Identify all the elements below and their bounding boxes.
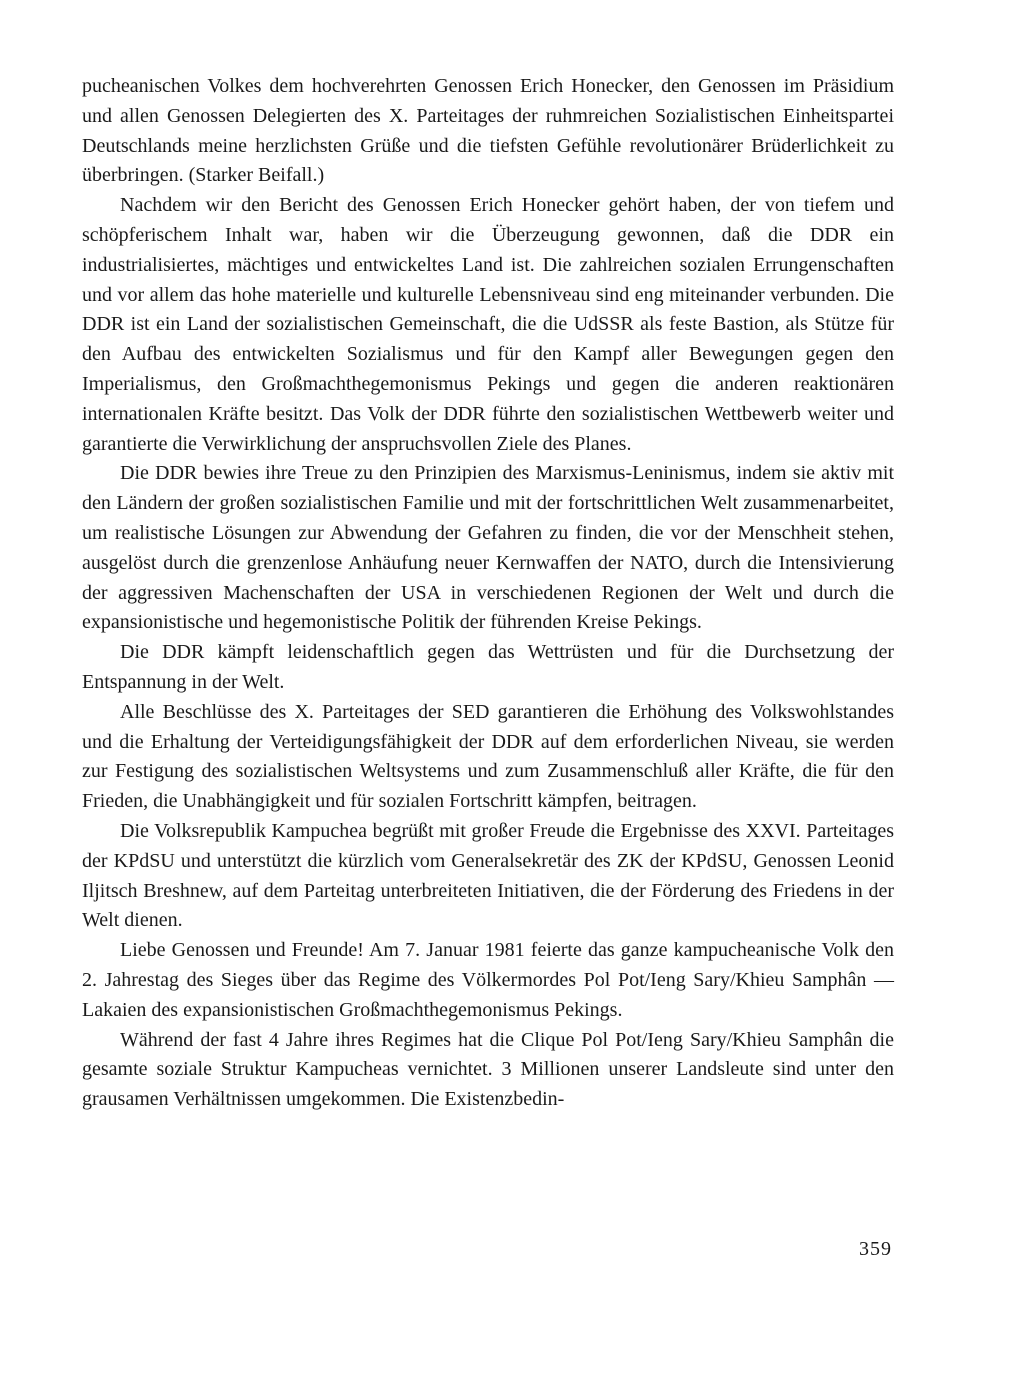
paragraph-5: Alle Beschlüsse des X. Parteitages der SED garantieren die Erhöhung des Volkswohlstandes und die Erhaltung der Verteidigungsfähigkeit der DDR auf dem erforderlichen Niveau, sie werden zur Festigung des sozialistischen Weltsystems und zum Zusammenschluß aller Kräfte, die für den Frieden, die Unabhängigkeit und für sozialen Fortschritt kämpfen, beitragen.	[82, 700, 894, 813]
paragraph-7: Liebe Genossen und Freunde! Am 7. Januar 1981 feierte das ganze kampucheanische Volk den 2. Jahrestag des Sieges über das Regime des Völkermordes Pol Pot/Ieng Sary/Khieu Samphân — Lakaien des expansionistischen Großmachthegemonismus Pekings.	[82, 939, 894, 1021]
paragraph-6: Die Volksrepublik Kampuchea begrüßt mit großer Freude die Ergebnisse des XXVI. Parteitages der KPdSU und unterstützt die kürzlich vom Generalsekretär des ZK der KPdSU, Genossen Leonid Iljitsch Breshnew, auf dem Parteitag unterbreiteten Initiativen, die der Förderung des Friedens in der Welt dienen.	[82, 819, 894, 932]
paragraph-8: Während der fast 4 Jahre ihres Regimes hat die Clique Pol Pot/Ieng Sary/Khieu Samphân die gesamte soziale Struktur Kampucheas vernichtet. 3 Millionen unserer Landsleute sind unter den grausamen Verhältnissen umgekommen. Die Existenzbedin-	[82, 1028, 894, 1111]
paragraph-3: Die DDR bewies ihre Treue zu den Prinzipien des Marxismus-Leninismus, indem sie aktiv mit den Ländern der großen sozialistischen Familie und mit der fortschrittlichen Welt zusammenarbeitet, um realistische Lösungen zur Abwendung der Gefahren zu finden, die vor der Menschheit stehen, ausgelöst durch die grenzenlose Anhäufung neuer Kernwaffen der NATO, durch die Intensivierung der aggressiven Machenschaften der USA in verschiedenen Regionen der Welt und durch die expansionistische und hegemonistische Politik der führenden Kreise Pekings.	[82, 462, 894, 634]
page-number: 359	[859, 1238, 892, 1260]
paragraph-4: Die DDR kämpft leidenschaftlich gegen das Wettrüsten und für die Durchsetzung der Entspannung in der Welt.	[82, 641, 894, 693]
page-body-text	[82, 72, 894, 1115]
paragraph-2: Nachdem wir den Bericht des Genossen Erich Honecker gehört haben, der von tiefem und schöpferischem Inhalt war, haben wir die Überzeugung gewonnen, daß die DDR ein industrialisiertes, mächtiges und entwickeltes Land ist. Die zahlreichen sozialen Errungenschaften und vor allem das hohe materielle und kulturelle Lebensniveau sind eng miteinander verbunden. Die DDR ist ein Land der sozialistischen Gemeinschaft, die die UdSSR als feste Bastion, als Stütze für den Aufbau des entwickelten Sozialismus und für den Kampf aller Bewegungen gegen den Imperialismus, den Großmachthegemonismus Pekings und gegen die anderen reaktionären internationalen Kräfte besitzt. Das Volk der DDR führte den sozialistischen Wettbewerb weiter und garantierte die Verwirklichung der anspruchsvollen Ziele des Planes.	[82, 194, 894, 455]
paragraph-1: pucheanischen Volkes dem hochverehrten Genossen Erich Honecker, den Genossen im Präsidium und allen Genossen Delegierten des X. Parteitages der ruhmreichen Sozialistischen Einheitspartei Deutschlands meine herzlichsten Grüße und die tiefsten Gefühle revolutionärer Brüderlichkeit zu überbringen. (Starker Beifall.)	[82, 75, 894, 187]
